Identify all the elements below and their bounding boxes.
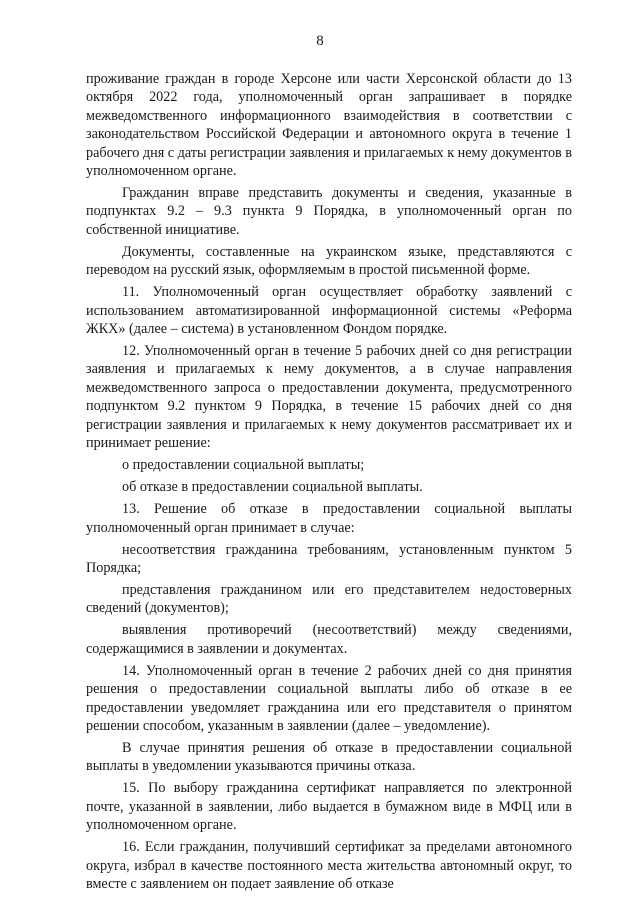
paragraph: В случае принятия решения об отказе в предоставлении социальной выплаты в уведомлении указываются причины отказа. (86, 739, 572, 775)
document-body (86, 70, 572, 893)
paragraph: несоответствия гражданина требованиям, установленным пунктом 5 Порядка; (86, 541, 572, 576)
paragraph-item-12: 12. Уполномоченный орган в течение 5 рабочих дней со дня регистрации заявления и прилагаемых к нему документов, а в случае направления межведомственного запроса о предоставлении документа, предусмотренного подпунктом 9.2 пунктом 9 Порядка, в течение 15 рабочих дней со дня регистрации заявления и прилагаемых к нему документов рассматривает их и принимает решение: (86, 343, 572, 452)
paragraph: представления гражданином или его представителем недостоверных сведений (документов); (86, 581, 572, 617)
paragraph-item-14: 14. Уполномоченный орган в течение 2 рабочих дней со дня принятия решения о предоставлении социальной выплаты либо об отказе в ее предоставлении уведомляет гражданина или его представителя о принятом решении способом, указанным в заявлении (далее – уведомление). (86, 662, 572, 734)
page-number: 8 (316, 33, 324, 49)
paragraph-item-15: 15. По выбору гражданина сертификат направляется по электронной почте, указанной в заявлении, либо выдается в бумажном виде в МФЦ или в уполномоченном органе. (86, 780, 572, 834)
paragraph: о предоставлении социальной выплаты; (122, 457, 365, 474)
paragraph-item-16: 16. Если гражданин, получивший сертификат за пределами автономного округа, избрал в качестве постоянного места жительства автономный округ, то вместе с заявлением он подает заявление об отказе (86, 839, 572, 892)
paragraph: выявления противоречий (несоответствий) между сведениями, содержащимися в заявлении и документах. (86, 622, 572, 657)
paragraph-item-11: 11. Уполномоченный орган осуществляет обработку заявлений с использованием автоматизированной информационной системы «Реформа ЖКХ» (далее – система) в установленном Фондом порядке. (86, 284, 572, 338)
paragraph: Документы, составленные на украинском языке, представляются с переводом на русский язык, оформляемым в простой письменной форме. (86, 243, 572, 279)
paragraph: об отказе в предоставлении социальной выплаты. (122, 479, 423, 496)
paragraph: Гражданин вправе представить документы и сведения, указанные в подпунктах 9.2 – 9.3 пункта 9 Порядка, в уполномоченный орган по собственной инициативе. (86, 185, 572, 238)
paragraph-item-13: 13. Решение об отказе в предоставлении социальной выплаты уполномоченный орган принимает в случае: (86, 501, 572, 536)
paragraph-continuation: проживание граждан в городе Херсоне или части Херсонской области до 13 октября 2022 года, уполномоченный орган запрашивает в порядке межведомственного информационного взаимодействия в соответствии с законодательством Российской Федерации и автономного округа в течение 1 рабочего дня с даты регистрации заявления и прилагаемых к нему документов в уполномоченном органе. (86, 71, 572, 180)
